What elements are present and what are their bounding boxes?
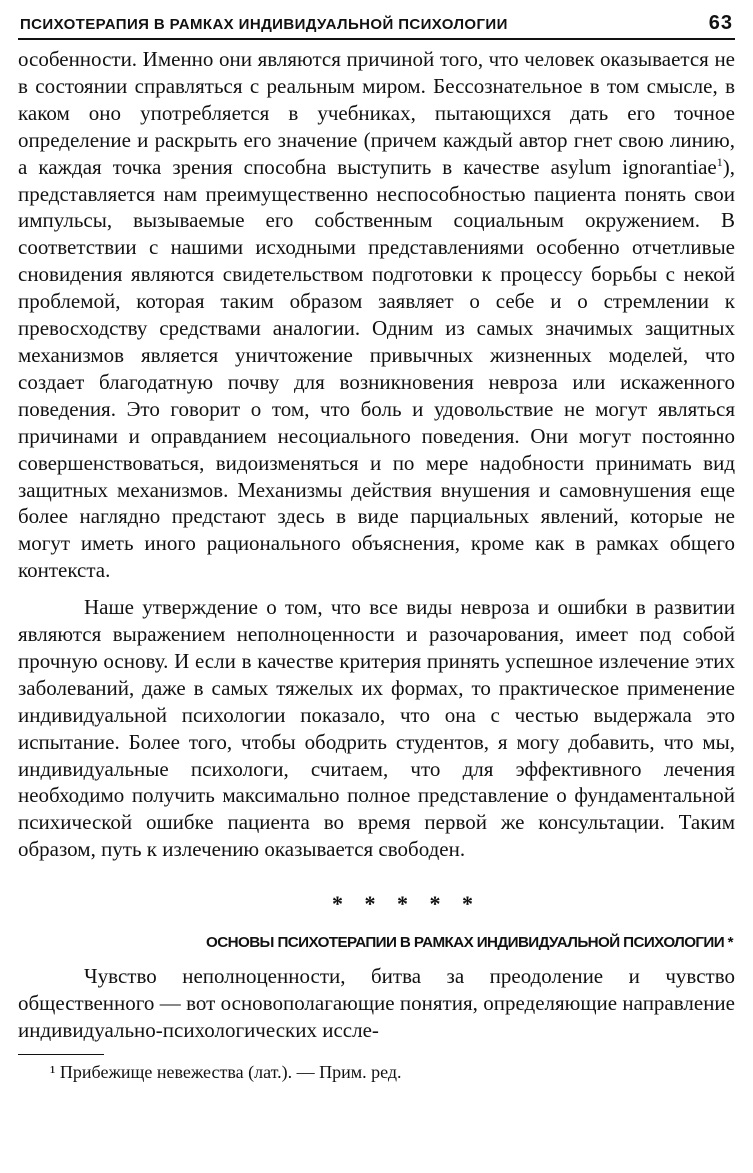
paragraph-1 [18,46,735,584]
paragraph-2: Наше утверждение о том, что все виды невроза и ошибки в развитии являются выражением неполноценности и разочарования, имеет под собой прочную основу. И если в качестве критерия принять успешное излечение этих заболеваний, даже в самых тяжелых их формах, то практическое применение индивидуальной психологии показало, что она с честью выдержала это испытание. Более того, чтобы ободрить студентов, я могу добавить, что мы, индивидуальные психологи, считаем, что для эффективного лечения необходимо получить максимально полное представление о фундаментальной психической ошибке пациента во время первой же консультации. Таким образом, путь к излечению оказывается свободен. [18,595,735,862]
page-number: 63 [708,12,733,34]
section-separator: * * * * * [332,891,481,917]
running-header [18,12,735,40]
section-paragraph-1: Чувство неполноценности, битва за преодоление и чувство общественного — вот основополагающие понятия, определяющие направление индивидуально-психологических иссле- [18,964,735,1042]
footnote-divider [18,1054,104,1055]
footnote: ¹ Прибежище невежества (лат.). — Прим. ред. [50,1061,402,1082]
footnote-marker: 1 [716,154,723,169]
main-text [18,46,735,1083]
running-title: ПСИХОТЕРАПИЯ В РАМКАХ ИНДИВИДУАЛЬНОЙ ПСИХОЛОГИИ [20,16,508,33]
paragraph-1-text-b: ), представляется нам преимущественно неспособностью пациента понять свои импульсы, вызываемые его собственным социальным окружением. В соответствии с нашими исходными представлениями особенно отчетливые сновидения являются свидетельством подготовки к процессу борьбы с некой проблемой, которая таким образом заявляет о себе и о стремлении к превосходству средствами аналогии. Одним из самых значимых защитных механизмов является уничтожение привычных жизненных моделей, что создает благодатную почву для возникновения невроза или искаженного поведения. Это говорит о том, что боль и удовольствие не могут являться причинами и оправданием несоциального поведения. Они могут постоянно совершенствоваться, видоизменяться и по мере надобности принимать вид защитных механизмов. Механизмы действия внушения и самовнушения еще более наглядно предстают здесь в виде парциальных явлений, которые не могут иметь иного рационального объяснения, кроме как в рамках общего контекста. [18,154,735,583]
section-heading: ОСНОВЫ ПСИХОТЕРАПИИ В РАМКАХ ИНДИВИДУАЛЬНОЙ ПСИХОЛОГИИ * [206,934,733,952]
book-page [18,12,735,1083]
paragraph-1-text-a: особенности. Именно они являются причиной того, что человек оказывается не в состоянии справляться с реальным миром. Бессознательное в том смысле, в каком оно употребляется в учебниках, пытающихся дать его точное определение и раскрыть его значение (причем каждый автор гнет свою линию, а каждая точка зрения способна выступить в качестве asylum ignorantiae [18,47,735,179]
